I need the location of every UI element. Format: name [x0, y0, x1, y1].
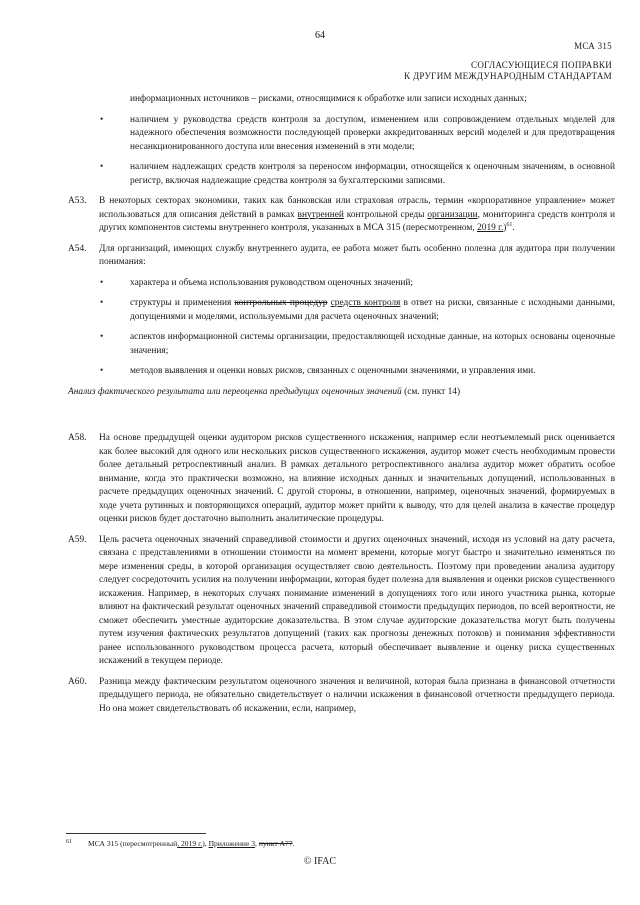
bullet-marker: • [100, 332, 104, 342]
bullet-marker: • [100, 114, 104, 125]
a54-list [68, 277, 615, 379]
spacer [68, 406, 615, 432]
list-item-text: наличием у руководства средств контроля за доступом, изменением или сопровождением отдельных моделей для надежного обеспечения возможности последующей проверки аккредитованных версий моделей и для предотвращения несанкционированного доступа или внесения изменений в эти модели; [130, 114, 615, 152]
paragraph-a53 [68, 195, 615, 236]
section-title [404, 60, 612, 82]
list-item-text: наличием надлежащих средств контроля за переносом информации, относящейся к оценочным значениям, в основной регистр, включая надлежащие средства контроля за бухгалтерскими записями. [130, 162, 615, 186]
list-item [68, 161, 615, 188]
standard-code: МСА 315 [574, 41, 612, 51]
list-item [99, 277, 615, 291]
paragraph-a59 [68, 534, 615, 669]
section-title-line1: СОГЛАСУЮЩИЕСЯ ПОПРАВКИ [471, 60, 612, 70]
inserted-text: 2019 г. [477, 223, 504, 233]
bullet-marker: • [100, 277, 104, 288]
inserted-text: внутренней [297, 209, 344, 220]
footnote-number: 61 [66, 839, 72, 845]
inserted-text: организации, [427, 209, 481, 220]
list-item [99, 331, 615, 358]
text-run: В некоторых секторах экономики, таких как банковская или страховая отрасль, термин «корпоративное управление» может использоваться для описания действий в рамках [99, 196, 615, 220]
footnote-text [88, 839, 295, 848]
paragraph-a54 [68, 243, 615, 270]
text-run: ), [202, 839, 209, 848]
footnote-reference[interactable]: 61 [506, 221, 513, 228]
paragraph-a58 [68, 432, 615, 527]
bullet-marker: • [100, 298, 104, 308]
continuation-text: информационных источников – рисками, относящимися к обработке или записи исходных данных; [130, 94, 527, 104]
copyright-footer: © IFAC [303, 856, 337, 867]
inserted-text: , 2019 г. [177, 839, 203, 848]
footnote-divider [66, 833, 206, 834]
text-run: структуры и применения [130, 298, 235, 308]
paragraph-text: Разница между фактическим результатом оценочного значения и величиной, которая была признана в финансовой отчетности предыдущего периода, не обязательно свидетельствует о наличии искажения в финансовой отчетности предыдущего периода. Но она может свидетельствовать об искажении, если, например, [99, 676, 615, 714]
text-run: мониторинга средств контроля и других компонентов системы внутреннего контроля, указанных в МСА 315 (пересмотренном, [99, 209, 615, 233]
text-run: . [512, 223, 515, 233]
text-run: контрольной среды [343, 209, 428, 220]
list-item [68, 114, 615, 155]
list-item-text: методов выявления и оценки новых рисков, связанных с оценочными значениями, и управления ими. [130, 366, 536, 376]
section-title-line2: К ДРУГИМ МЕЖДУНАРОДНЫМ СТАНДАРТАМ [404, 71, 612, 81]
list-item-text [130, 297, 615, 324]
paragraph-number: A60. [68, 676, 87, 687]
bullet-marker: • [100, 162, 104, 172]
inserted-text: Приложение 3 [208, 839, 256, 848]
page-number: 64 [315, 30, 325, 41]
bullet-marker: • [100, 366, 104, 376]
heading-reference: (см. пункт 14) [401, 386, 461, 397]
paragraph-number: A53. [68, 196, 87, 206]
list-item-text: характера и объема использования руководством оценочных значений; [130, 277, 414, 288]
list-item [99, 297, 615, 324]
heading-text: Анализ фактического результата или переоценка предыдущих оценочных значений [68, 386, 402, 397]
deleted-text: пункт А77 [258, 839, 293, 848]
text-run: . [292, 839, 295, 848]
list-item [99, 365, 615, 379]
text-run: МСА 315 (пересмотренный [88, 839, 178, 848]
paragraph-a60 [68, 676, 615, 717]
list-item-text: аспектов информационной системы организации, предоставляющей исходные данные, на которых основаны оценочные значения; [130, 332, 615, 356]
subsection-heading [68, 386, 615, 400]
text-run: , [255, 839, 259, 848]
paragraph-text: Для организаций, имеющих службу внутреннего аудита, ее работа может быть особенно полезна для аудитора при получении понимания: [99, 243, 615, 267]
footnote [66, 839, 615, 848]
paragraph-number: A54. [68, 243, 87, 254]
document-body [68, 93, 615, 723]
paragraph-text: На основе предыдущей оценки аудитором рисков существенного искажения, например если неотъемлемый риск оценивается как более высокий для одного или нескольких рисков существенного искажения, аудитор может счесть необходимым провести более детальный ретроспективный анализ. В рамках детального ретроспективного анализа аудитор может обратить особое внимание, когда это практически возможно, на влияние исходных данных и значительных допущений, использованных в расчете предыдущих оценочных значений. С другой стороны, в отношении, например, оценочных значений, формируемых в ходе учета рутинных и повторяющихся операций, аудитор может прийти к выводу, что для целей анализа в качестве процедур оценки рисков будет достаточно выполнить аналитические процедуры. [99, 433, 615, 524]
paragraph-text [99, 195, 615, 236]
inserted-text: средств контроля [330, 298, 401, 308]
deleted-text: контрольных процедур [234, 298, 328, 308]
paragraph-number: A58. [68, 433, 87, 443]
text-run: ) [503, 223, 507, 233]
text-run: в ответ на риски, связанные с исходными данными, допущениями и моделями, используемыми для расчета оценочных значений; [130, 298, 615, 322]
paragraph-number: A59. [68, 534, 87, 545]
paragraph-text: Цель расчета оценочных значений справедливой стоимости и других оценочных значений, исходя из условий на дату расчета, связана с представлениями в отношении стоимости на момент времени, которые могут быстро и значительно изменяться по мере изменения среды, в которой организация осуществляет свою деятельность. Поэтому при проведении анализа аудитору следует сосредоточить усилия на получении информации, которая будет полезна для выявления и оценки рисков существенного искажения. Например, в некоторых случаях понимание изменений в допущениях того или иного участника рынка, которые влияют на фактический результат оценочных значений справедливой стоимости предыдущих периодов, по всей вероятности, не сможет обеспечить уместные аудиторские доказательства. В этом случае аудиторские доказательства могут быть получены путем изучения фактических результатов допущений (таких как прогнозы денежных потоков) и понимания эффективности ранее использованного руководством процесса расчета, который обеспечивает выявление и оценку риска существенных искажений в текущем периоде. [99, 534, 615, 666]
